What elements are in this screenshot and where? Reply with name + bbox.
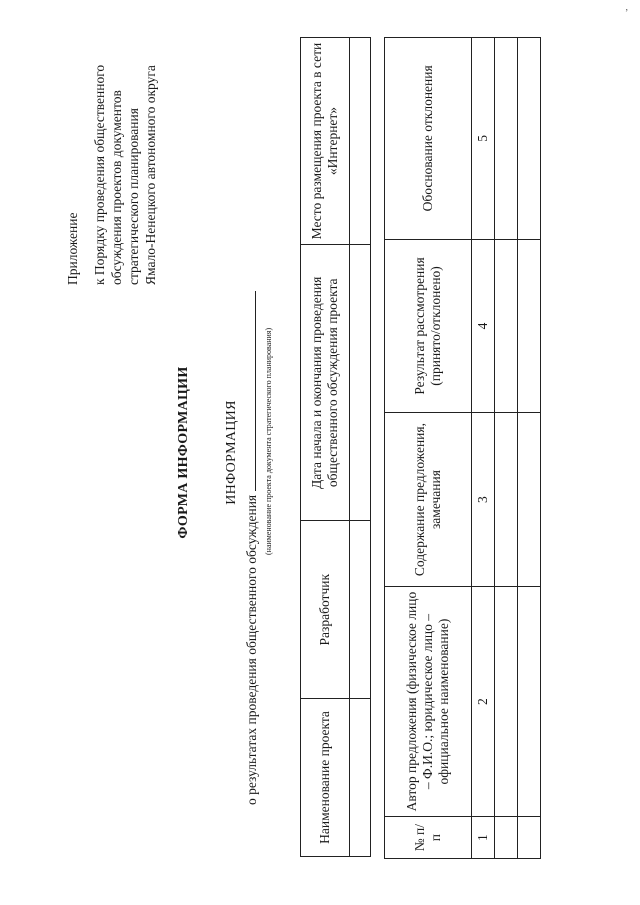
- table-cell: [495, 413, 518, 587]
- appendix-line: обсуждения проектов документов: [109, 90, 124, 285]
- header-dates: Дата начала и окончания проведения общественного обсуждения проекта: [301, 245, 350, 521]
- corner-mark: ,: [625, 2, 628, 13]
- table-cell: [518, 586, 541, 816]
- appendix-label: Приложение: [65, 212, 80, 285]
- header-content: Содержание предложения, замечания: [385, 413, 472, 587]
- document-name-blank: [245, 291, 256, 491]
- table-cell: [518, 413, 541, 587]
- header-developer: Разработчик: [301, 521, 350, 699]
- appendix-line: Ямало-Ненецкого автономного округа: [143, 65, 158, 285]
- header-number: № п/п: [385, 817, 472, 859]
- column-number: 1: [472, 817, 495, 859]
- header-location: Место размещения проекта в сети «Интернет»: [301, 38, 350, 245]
- table-cell: [495, 586, 518, 816]
- column-number: 5: [472, 38, 495, 240]
- table-cell: [495, 239, 518, 413]
- table-cell: [350, 521, 371, 699]
- table-cell: [350, 245, 371, 521]
- table-cell: [518, 38, 541, 240]
- proposals-table-header: [385, 38, 472, 859]
- header-result: Результат рассмотрения (принято/отклонено): [385, 239, 472, 413]
- appendix-line: к Порядку проведения общественного: [92, 64, 107, 285]
- form-title: ФОРМА ИНФОРМАЦИИ: [176, 366, 191, 539]
- appendix-line: стратегического планирования: [126, 108, 141, 285]
- column-number: 2: [472, 586, 495, 816]
- header-project-name: Наименование проекта: [301, 698, 350, 856]
- appendix-block: [64, 5, 159, 285]
- table-row: [495, 38, 518, 859]
- column-numbers-row: [472, 38, 495, 859]
- table-row: [518, 38, 541, 859]
- table-cell: [518, 239, 541, 413]
- info-title: ИНФОРМАЦИЯ: [224, 400, 239, 505]
- results-line: [244, 105, 260, 805]
- results-text: о результатах проведения общественного обсуждения: [244, 494, 259, 805]
- column-number: 4: [472, 239, 495, 413]
- table-cell: [350, 38, 371, 245]
- table-cell: [495, 38, 518, 240]
- project-table: [300, 37, 371, 857]
- table-cell: [518, 817, 541, 859]
- proposals-table: [384, 37, 541, 859]
- header-author: Автор предложения (физическое лицо – Ф.И.О.; юридическое лицо – официальное наименование): [385, 586, 472, 816]
- results-hint: (наименование проекта документа стратегического планирования): [264, 327, 273, 555]
- project-table-row: [350, 38, 371, 857]
- column-number: 3: [472, 413, 495, 587]
- project-table-header: [301, 38, 350, 857]
- header-justification: Обоснование отклонения: [385, 38, 472, 240]
- table-cell: [495, 817, 518, 859]
- table-cell: [350, 698, 371, 856]
